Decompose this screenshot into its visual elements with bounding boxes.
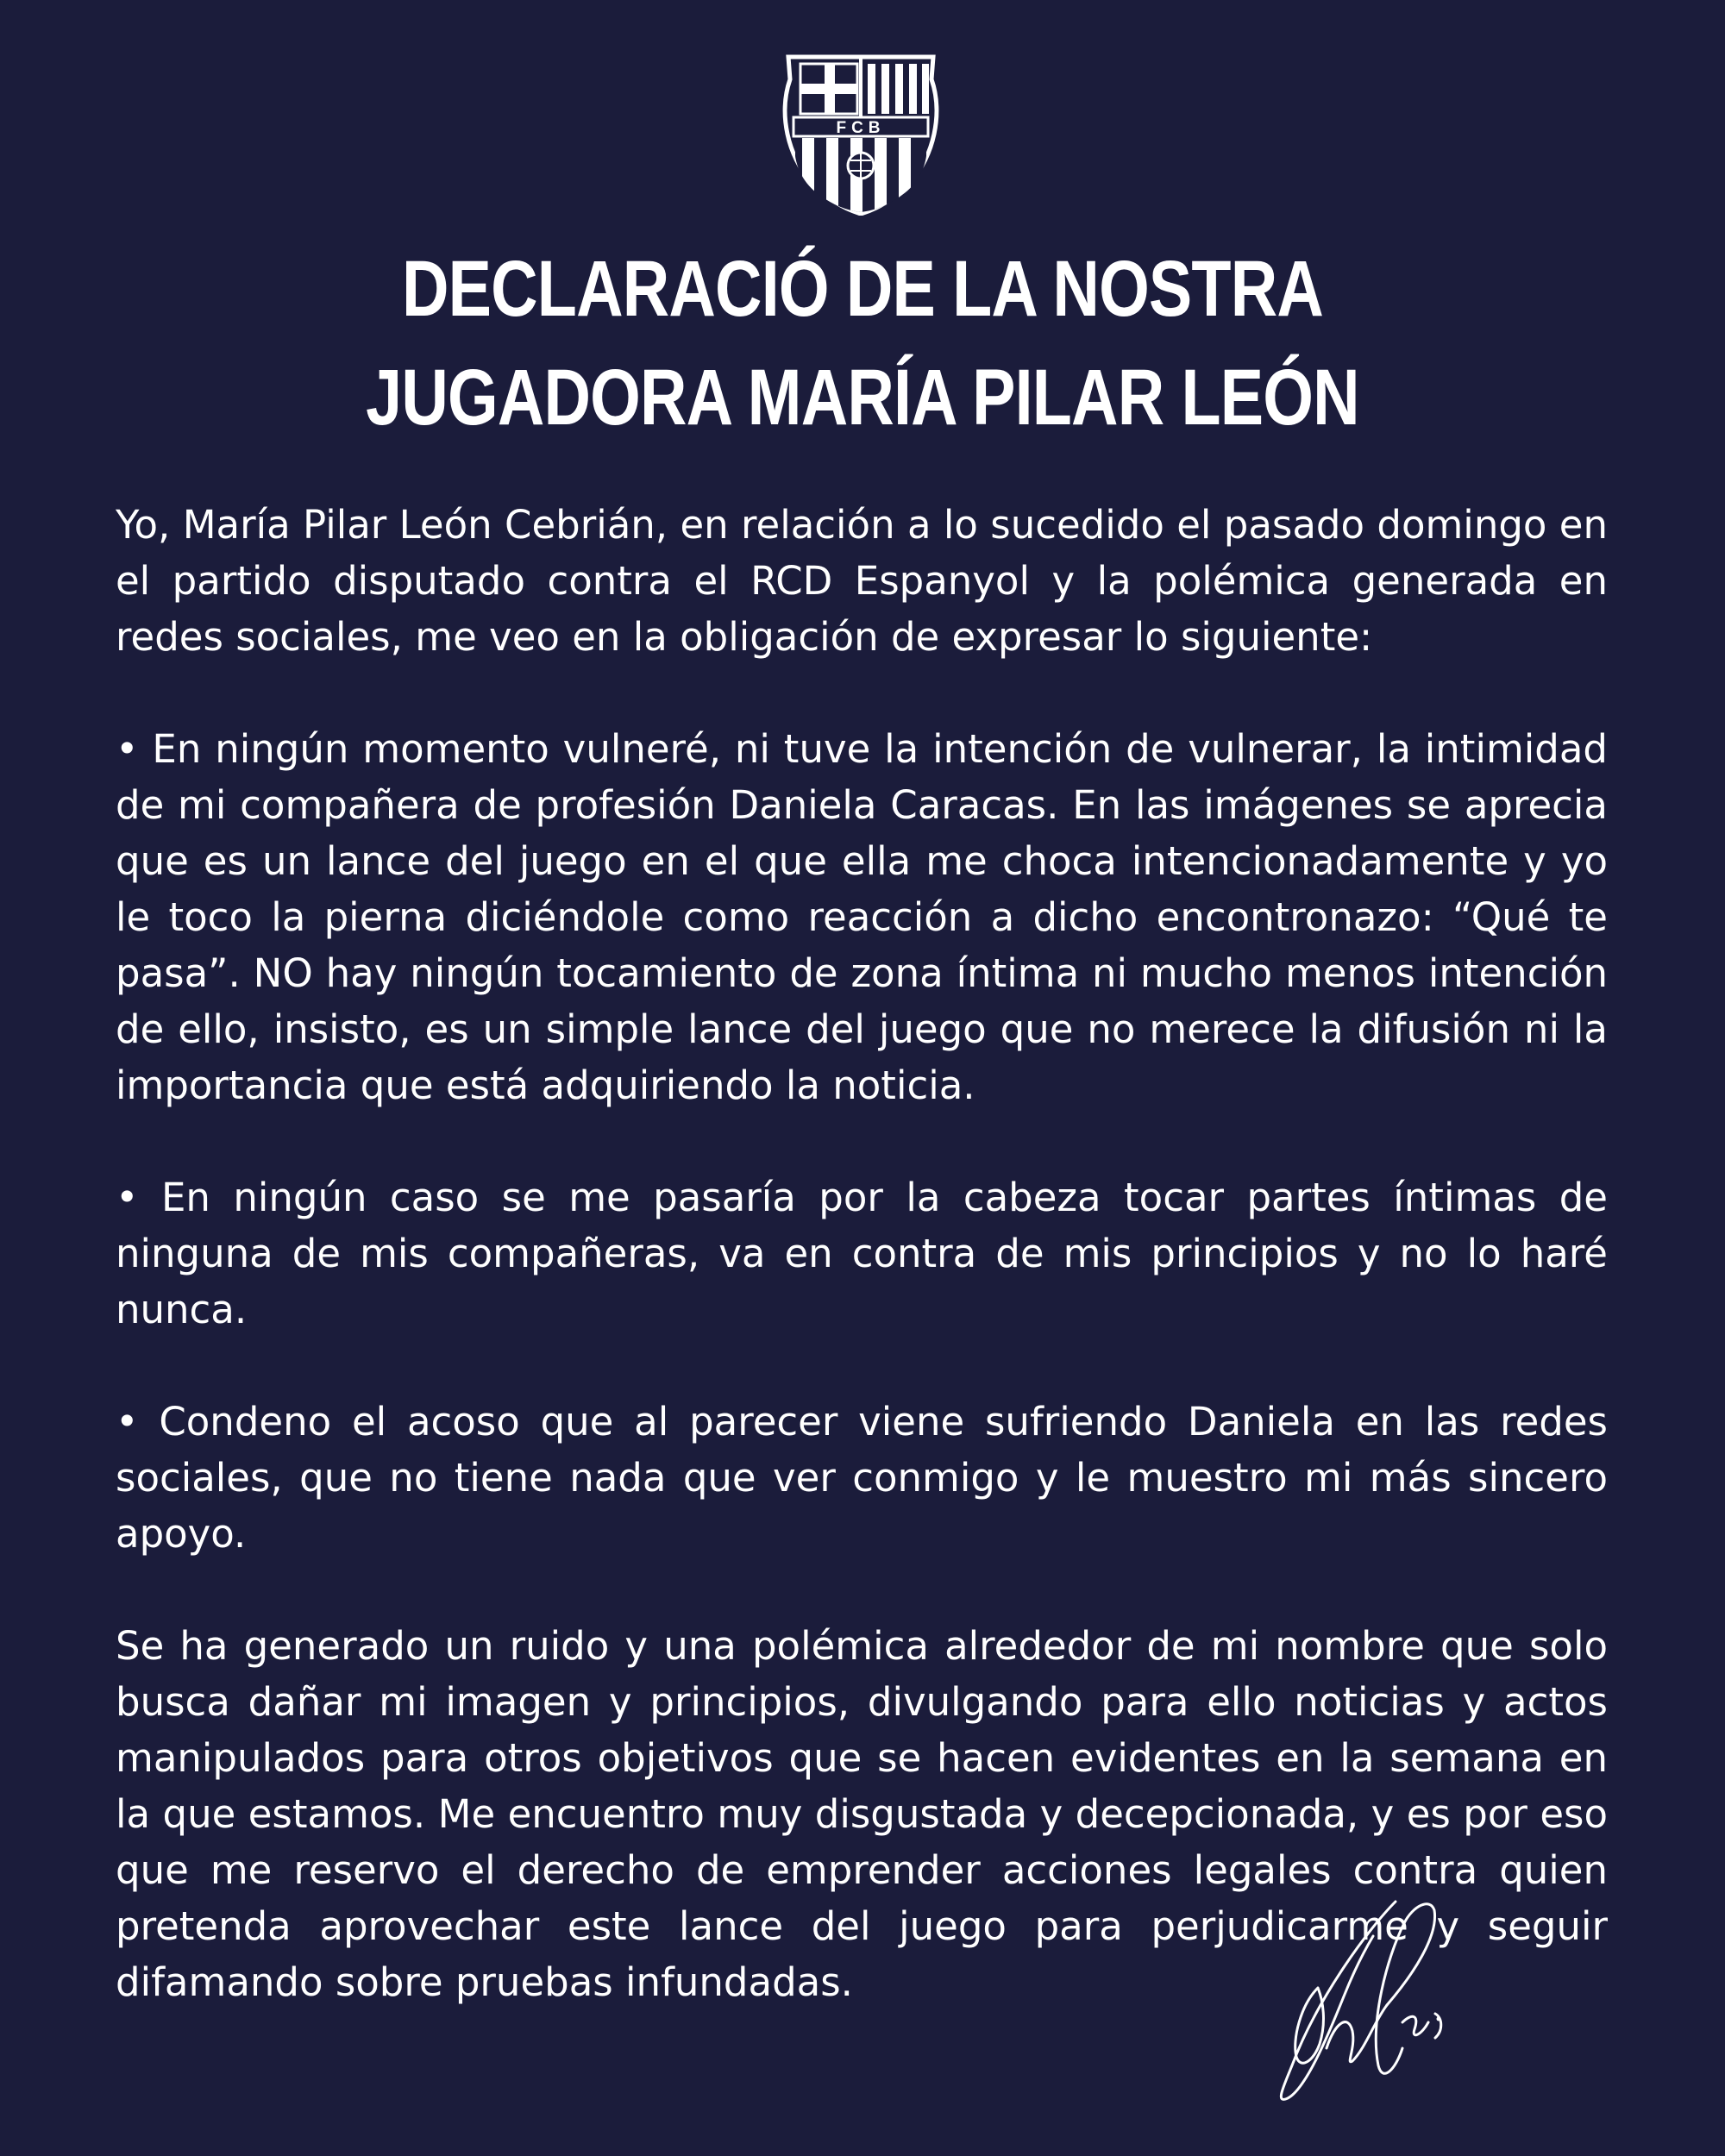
page-title bbox=[155, 235, 1570, 452]
bullet-paragraph-1: • En ningún momento vulneré, ni tuve la intención de vulnerar, la intimidad de mi compañera de profesión Daniela Caracas. En las imágenes se aprecia que es un lance del juego en el que ella me choca intencionadamente y yo le toco la pierna diciéndole como reacción a dicho encontronazo: “Qué te pasa”. NO hay ningún tocamiento de zona íntima ni mucho menos intención de ello, insisto, es un simple lance del juego que no merece la difusión ni la importancia que está adquiriendo la noticia. bbox=[116, 726, 1608, 1108]
bullet-paragraph-3: • Condeno el acoso que al parecer viene sufriendo Daniela en las redes sociales, que no tiene nada que ver conmigo y le muestro mi más sincero apoyo. bbox=[116, 1399, 1608, 1557]
intro-paragraph: Yo, María Pilar León Cebrián, en relación a lo sucedido el pasado domingo en el partido disputado contra el RCD Espanyol y la polémica generada en redes sociales, me veo en la obligación de expresar lo siguiente: bbox=[116, 502, 1608, 660]
closing-paragraph: Se ha generado un ruido y una polémica alrededor de mi nombre que solo busca dañar mi imagen y principios, divulgando para ello noticias y actos manipulados para otros objetivos que se hacen evidentes en la semana en la que estamos. Me encuentro muy disgustada y decepcionada, y es por eso que me reservo el derecho de emprender acciones legales contra quien pretenda aprovechar este lance del juego para perjudicarme y seguir difamando sobre pruebas infundadas. bbox=[116, 1623, 1608, 2005]
title-line-2: JUGADORA MARÍA PILAR LEÓN bbox=[366, 354, 1359, 442]
statement-body bbox=[116, 497, 1608, 2010]
bullet-paragraph-2: • En ningún caso se me pasaría por la cabeza tocar partes íntimas de ninguna de mis compañeras, va en contra de mis principios y no lo haré nunca. bbox=[116, 1175, 1608, 1332]
crest-text: FCB bbox=[836, 119, 886, 137]
signature-icon bbox=[1266, 1893, 1458, 2109]
fcb-crest-logo bbox=[781, 53, 940, 216]
title-line-1: DECLARACIÓ DE LA NOSTRA bbox=[401, 245, 1324, 333]
